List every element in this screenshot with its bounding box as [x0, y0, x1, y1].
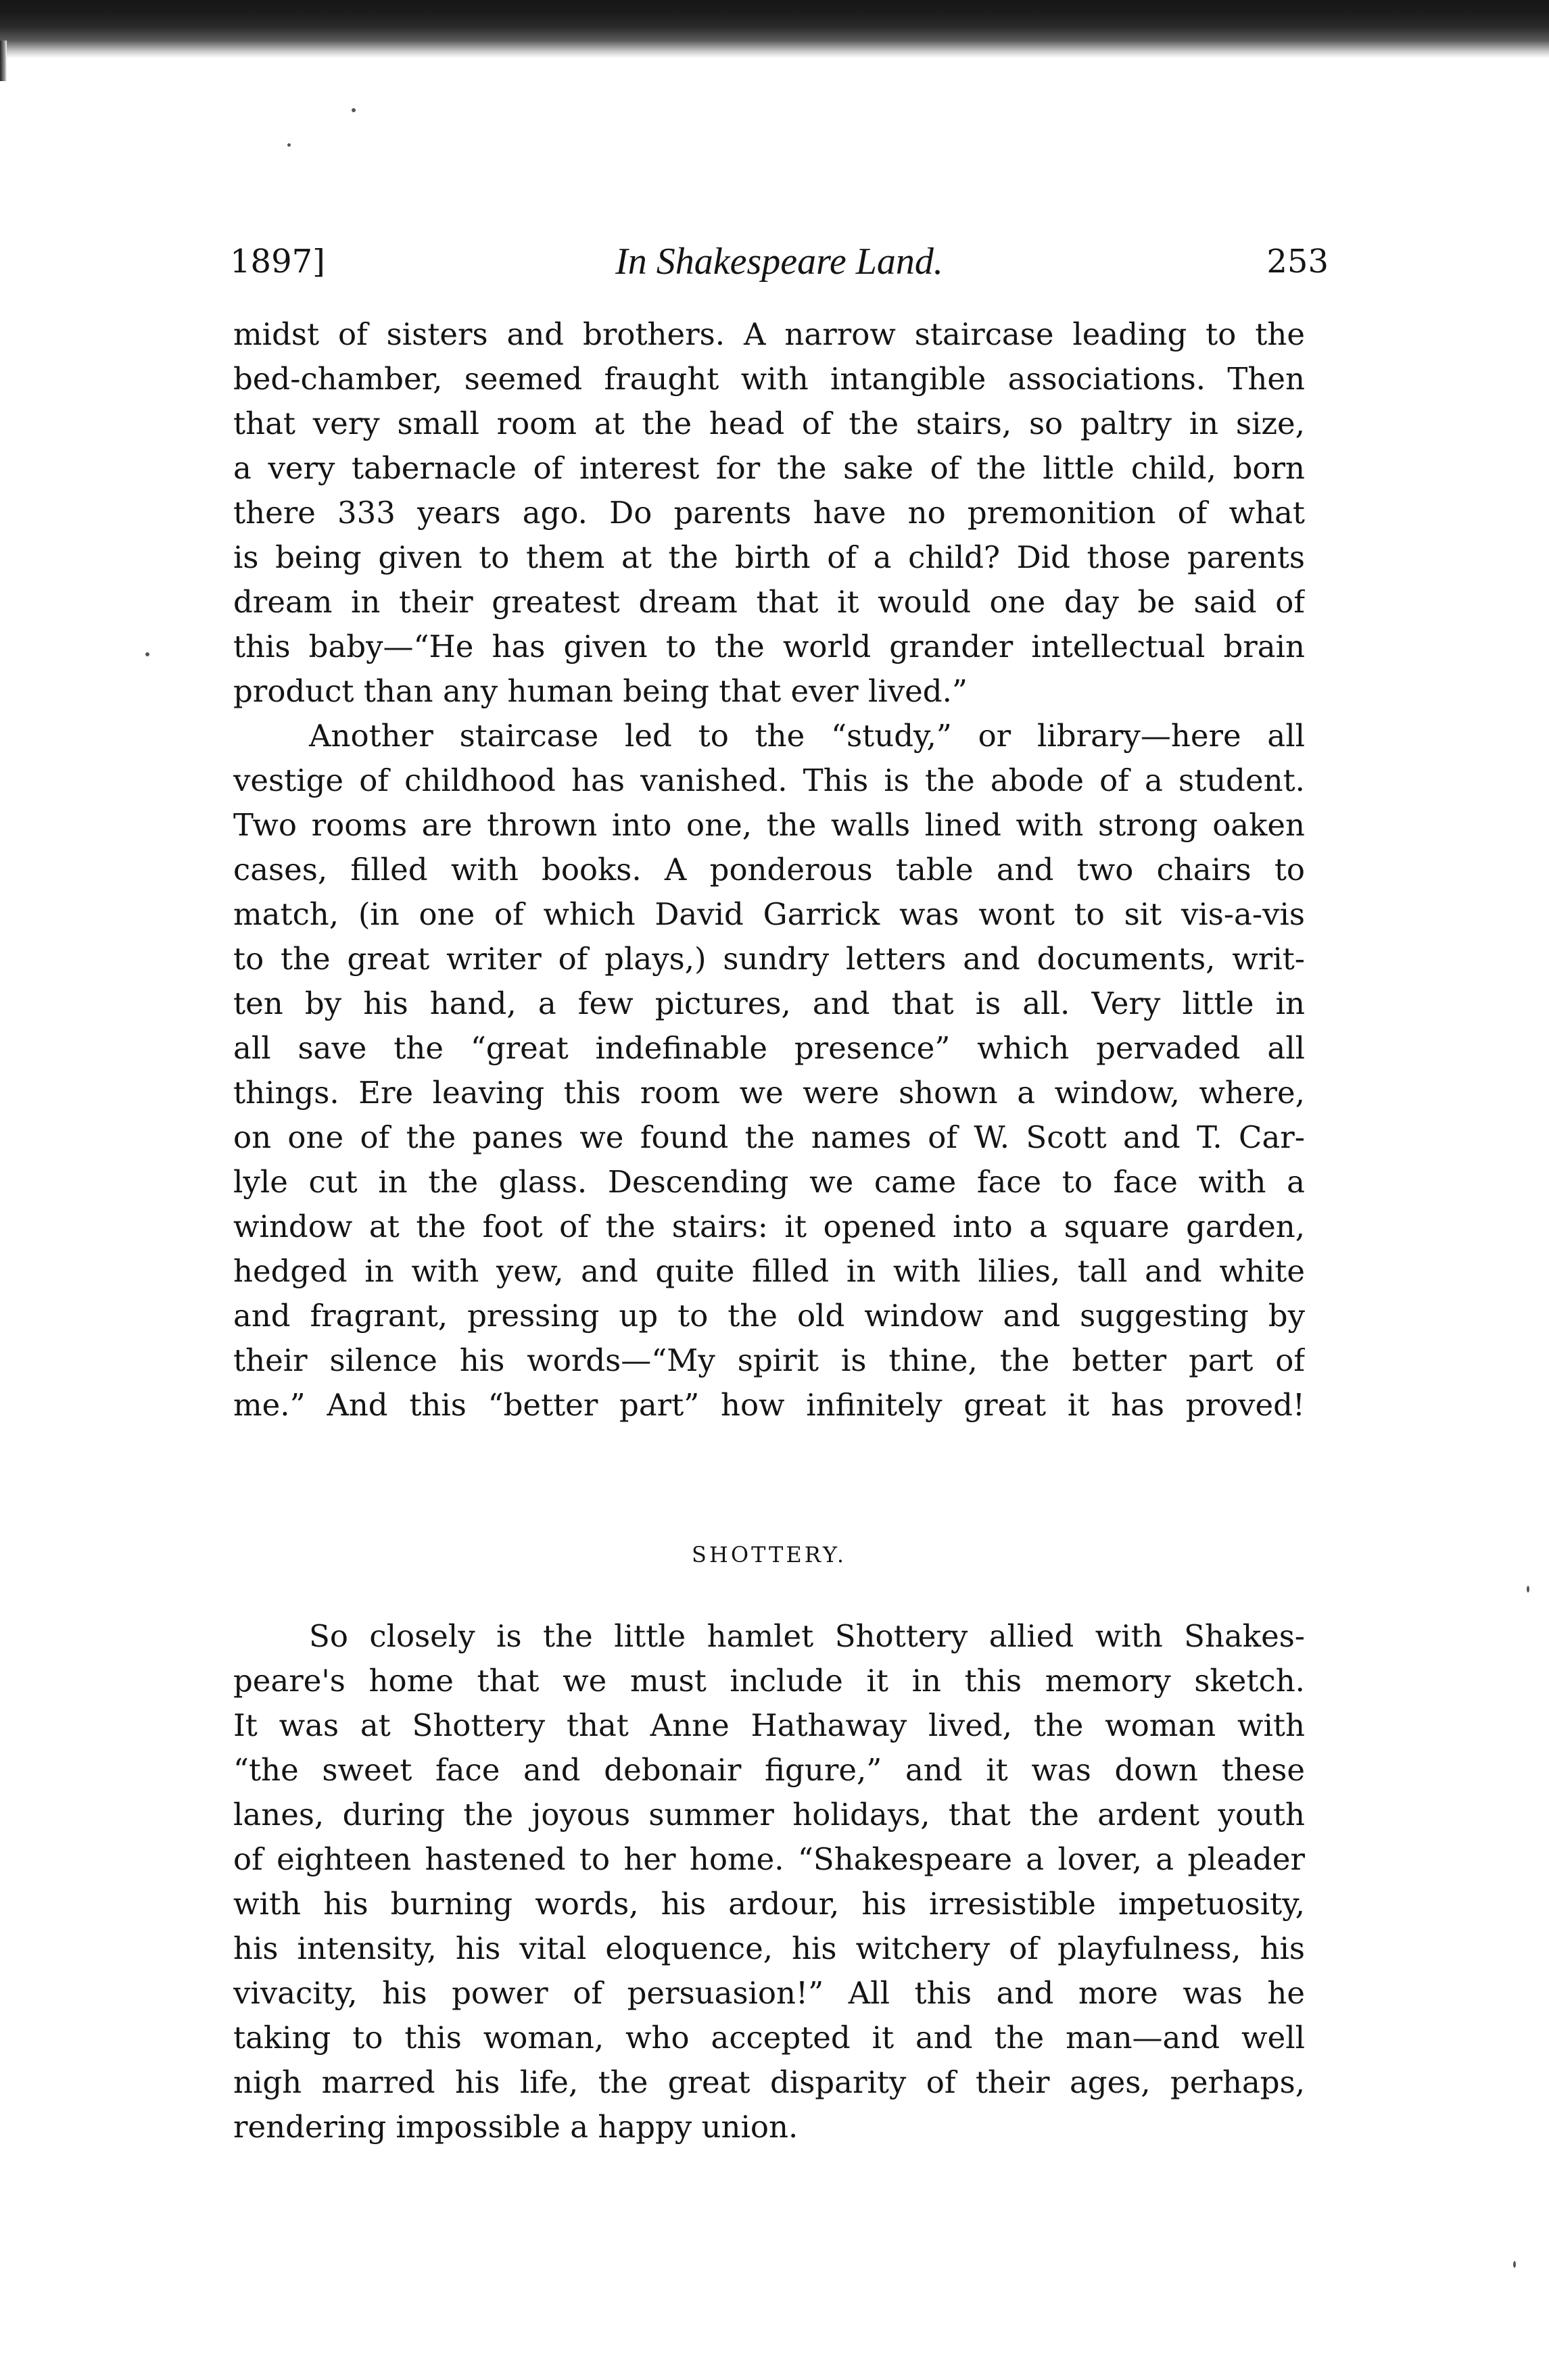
text-line: window at the foot of the stairs: it opened into a square garden, [233, 1209, 1305, 1244]
section-heading: SHOTTERY. [692, 1542, 847, 1568]
text-line: cases, filled with books. A ponderous table and two chairs to [233, 852, 1305, 888]
text-line: things. Ere leaving this room we were shown a window, where, [233, 1075, 1305, 1111]
text-line: It was at Shottery that Anne Hathaway lived, the woman with [233, 1707, 1305, 1743]
header-year: 1897] [230, 243, 325, 281]
text-line: bed-chamber, seemed fraught with intangible associations. Then [233, 361, 1305, 397]
text-line: “the sweet face and debonair figure,” and it was down these [233, 1752, 1305, 1788]
page-number: 253 [1266, 243, 1329, 281]
text-line: taking to this woman, who accepted it and the man—and well [233, 2020, 1305, 2056]
text-line: peare's home that we must include it in this memory sketch. [233, 1663, 1305, 1699]
text-line: on one of the panes we found the names of W. Scott and T. Car- [233, 1119, 1305, 1155]
paragraph-1 [233, 312, 1305, 714]
scan-speck [352, 108, 356, 112]
text-line: lyle cut in the glass. Descending we came face to face with a [233, 1164, 1305, 1200]
header-title: In Shakespeare Land. [615, 241, 943, 283]
text-line: Two rooms are thrown into one, the walls lined with strong oaken [233, 807, 1305, 843]
text-line: midst of sisters and brothers. A narrow staircase leading to the [233, 316, 1305, 352]
text-line: vivacity, his power of persuasion!” All this and more was he [233, 1975, 1305, 2011]
scan-left-edge [0, 41, 7, 81]
text-line: all save the “great indefinable presence” which pervaded all [233, 1030, 1305, 1066]
text-line: this baby—“He has given to the world grander intellectual brain [233, 629, 1305, 664]
section-paragraph [233, 1614, 1305, 2150]
text-line: hedged in with yew, and quite filled in with lilies, tall and white [233, 1253, 1305, 1289]
text-line: a very tabernacle of interest for the sake of the little child, born [233, 450, 1305, 486]
text-line: there 333 years ago. Do parents have no premonition of what [233, 495, 1305, 531]
text-line: lanes, during the joyous summer holidays, that the ardent youth [233, 1797, 1305, 1832]
scan-top-edge [0, 0, 1549, 58]
text-line: and fragrant, pressing up to the old window and suggesting by [233, 1298, 1305, 1334]
text-line: nigh marred his life, the great disparity of their ages, perhaps, [233, 2064, 1305, 2100]
text-line: vestige of childhood has vanished. This is the abode of a student. [233, 762, 1305, 798]
text-line: rendering impossible a happy union. [233, 2109, 799, 2145]
text-line: dream in their greatest dream that it would one day be said of [233, 584, 1305, 620]
paragraph-2 [233, 714, 1305, 1428]
text-line: their silence his words—“My spirit is thine, the better part of [233, 1342, 1305, 1378]
text-line: ten by his hand, a few pictures, and that is all. Very little in [233, 986, 1305, 1021]
scan-speck [287, 143, 291, 147]
scan-speck [1513, 2261, 1516, 2268]
text-line: of eighteen hastened to her home. “Shakespeare a lover, a pleader [233, 1841, 1305, 1877]
text-line: is being given to them at the birth of a child? Did those parents [233, 539, 1305, 575]
text-line: match, (in one of which David Garrick was wont to sit vis-a-vis [233, 896, 1305, 932]
text-line: with his burning words, his ardour, his irresistible impetuosity, [233, 1886, 1305, 1922]
running-header [230, 238, 1329, 285]
text-line: So closely is the little hamlet Shottery allied with Shakes- [309, 1618, 1305, 1654]
text-line: Another staircase led to the “study,” or library—here all [309, 718, 1305, 754]
text-line: that very small room at the head of the stairs, so paltry in size, [233, 406, 1305, 441]
text-line: to the great writer of plays,) sundry letters and documents, writ- [233, 941, 1305, 977]
text-line: product than any human being that ever lived.” [233, 673, 968, 709]
scan-speck [1527, 1586, 1529, 1593]
text-line: his intensity, his vital eloquence, his witchery of playfulness, his [233, 1930, 1305, 1966]
text-line: me.” And this “better part” how infinitely great it has proved! [233, 1387, 1305, 1423]
scan-speck [145, 652, 149, 656]
